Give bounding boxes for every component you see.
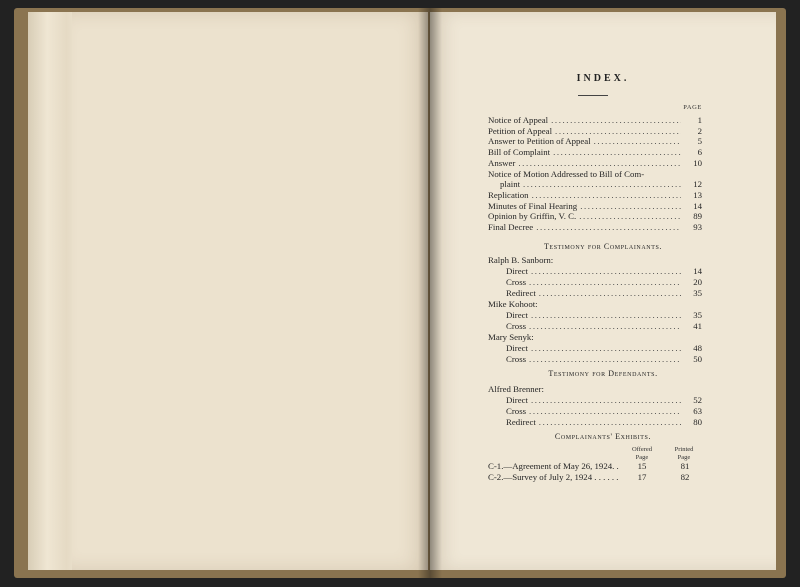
exhibit-label: C-2.—Survey of July 2, 1924 . . . . . .	[488, 472, 619, 482]
testimony-entry: Direct ..... 52	[506, 395, 702, 406]
index-entry: plaint ..... 12	[500, 179, 702, 190]
index-entry: Opinion by Griffin, V. C. ..... 89	[488, 211, 702, 222]
index-entry: Minutes of Final Hearing ..... 14	[488, 201, 702, 212]
section-heading: Testimony for Complainants.	[543, 242, 663, 251]
section-heading: Complainants' Exhibits.	[554, 432, 652, 441]
index-entry: Final Decree ..... 93	[488, 222, 702, 233]
exhibit-printed: 81	[680, 461, 690, 471]
printed-page-header: Printed Page	[674, 446, 694, 461]
offered-page-header: Offered Page	[631, 446, 653, 461]
testimony-entry: Cross ..... 20	[506, 277, 702, 288]
index-entry: Answer to Petition of Appeal ..... 5	[488, 136, 702, 147]
testimony-entry: Cross ..... 50	[506, 354, 702, 365]
exhibit-printed: 82	[680, 472, 690, 482]
witness-name: Alfred Brenner:	[488, 384, 544, 394]
testimony-entry: Direct ..... 35	[506, 310, 702, 321]
index-entry: Petition of Appeal ..... 2	[488, 126, 702, 137]
testimony-entry: Cross ..... 63	[506, 406, 702, 417]
exhibit-offered: 17	[637, 472, 647, 482]
book-gutter	[418, 8, 442, 578]
witness-name: Ralph B. Sanborn:	[488, 255, 554, 265]
index-entry: Replication ..... 13	[488, 190, 702, 201]
witness-name: Mike Kohoot:	[488, 299, 538, 309]
index-entry: Answer ..... 10	[488, 158, 702, 169]
index-page	[430, 12, 776, 570]
witness-name: Mary Senyk:	[488, 332, 534, 342]
testimony-entry: Direct ..... 48	[506, 343, 702, 354]
testimony-entry: Cross ..... 41	[506, 321, 702, 332]
index-entry: Notice of Appeal ..... 1	[488, 115, 702, 126]
index-entry: Notice of Motion Addressed to Bill of Com-	[488, 169, 645, 179]
testimony-entry: Direct ..... 14	[506, 266, 702, 277]
index-title: INDEX.	[576, 73, 630, 84]
exhibit-offered: 15	[637, 461, 647, 471]
testimony-entry: Redirect ..... 80	[506, 417, 702, 428]
exhibit-label: C-1.—Agreement of May 26, 1924. .	[488, 461, 619, 471]
title-rule	[578, 95, 608, 96]
page-column-label: PAGE	[683, 104, 702, 111]
index-entry: Bill of Complaint ..... 6	[488, 147, 702, 158]
left-blank-page	[72, 12, 428, 570]
testimony-entry: Redirect ..... 35	[506, 288, 702, 299]
section-heading: Testimony for Defendants.	[548, 369, 658, 378]
